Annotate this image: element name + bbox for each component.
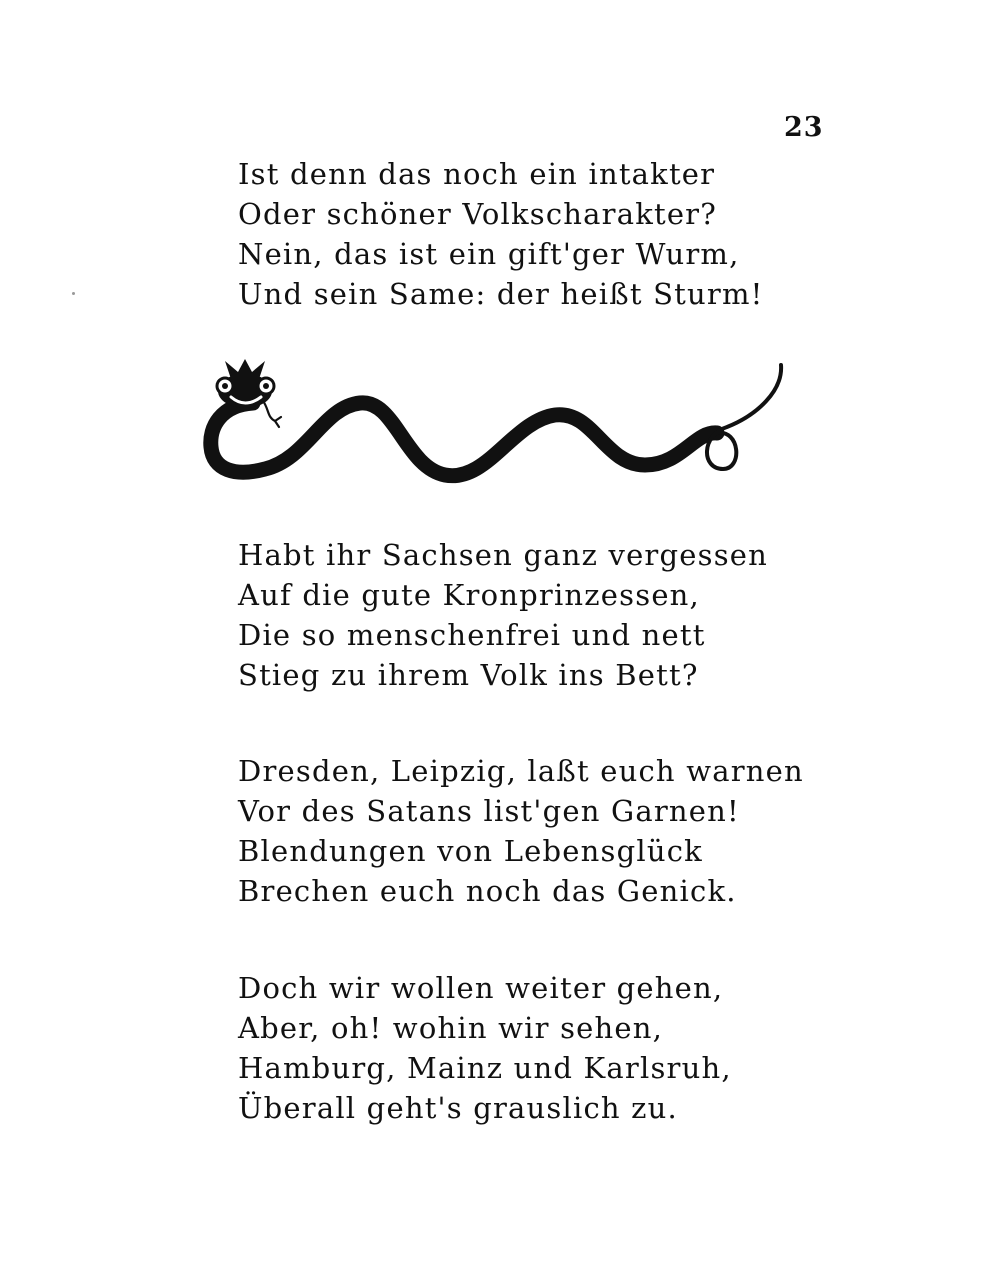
stanza-1 bbox=[238, 154, 764, 314]
verse-line: Blendungen von Lebensglück bbox=[238, 834, 703, 868]
verse-line: Ist denn das noch ein intakter bbox=[238, 157, 716, 191]
verse-line: Die so menschenfrei und nett bbox=[238, 618, 706, 652]
verse-line: Auf die gute Kronprinzessen, bbox=[238, 578, 700, 612]
stanza-2 bbox=[238, 535, 768, 695]
stray-ink-dot bbox=[72, 292, 75, 295]
verse-line: Habt ihr Sachsen ganz vergessen bbox=[238, 538, 769, 572]
stanza-3 bbox=[238, 751, 804, 911]
verse-line: Und sein Same: der heißt Sturm! bbox=[238, 277, 764, 311]
verse-line: Brechen euch noch das Genick. bbox=[238, 874, 737, 908]
verse-line: Doch wir wollen weiter gehen, bbox=[238, 971, 724, 1005]
verse-line: Oder schöner Volkscharakter? bbox=[238, 197, 717, 231]
verse-line: Aber, oh! wohin wir sehen, bbox=[238, 1011, 664, 1045]
crown-icon bbox=[225, 359, 265, 379]
serpent-with-crown-icon bbox=[195, 355, 805, 500]
serpent-pupil-left bbox=[222, 383, 228, 389]
page-number: 23 bbox=[784, 112, 824, 143]
serpent-tail-loop bbox=[707, 365, 781, 469]
serpent-body bbox=[211, 403, 717, 476]
stanza-4 bbox=[238, 968, 732, 1128]
verse-line: Überall geht's grauslich zu. bbox=[238, 1091, 678, 1125]
serpent-pupil-right bbox=[263, 383, 269, 389]
serpent-tongue bbox=[263, 401, 281, 427]
verse-line: Dresden, Leipzig, laßt euch warnen bbox=[238, 754, 804, 788]
verse-line: Nein, das ist ein gift'ger Wurm, bbox=[238, 237, 740, 271]
verse-line: Vor des Satans list'gen Garnen! bbox=[238, 794, 740, 828]
verse-line: Stieg zu ihrem Volk ins Bett? bbox=[238, 658, 699, 692]
verse-line: Hamburg, Mainz und Karlsruh, bbox=[238, 1051, 732, 1085]
